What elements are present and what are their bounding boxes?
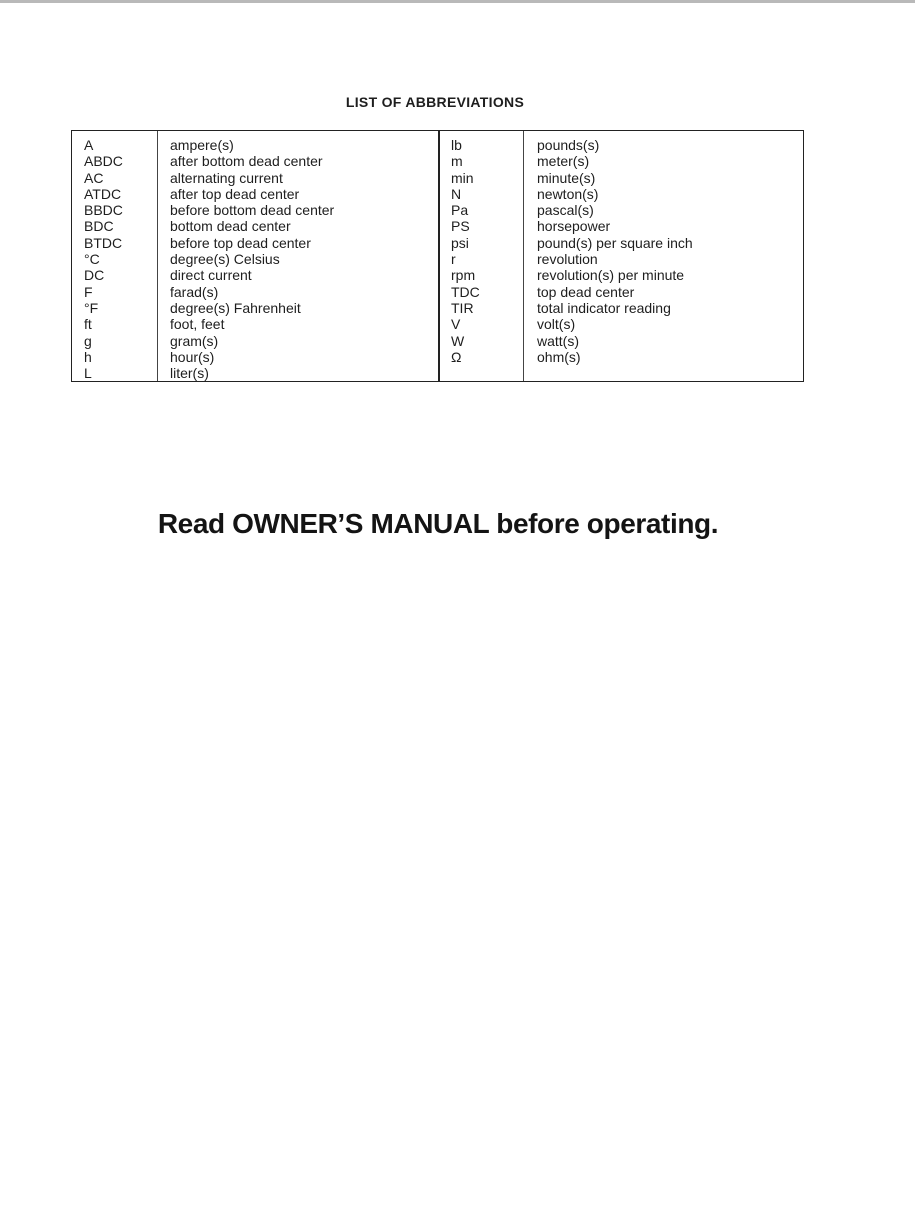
meaning-cell: revolution: [537, 251, 598, 268]
meaning-cell: pounds(s): [537, 137, 600, 153]
abbreviation-cell: h: [84, 348, 92, 365]
abbreviation-cell: ft: [84, 316, 92, 333]
abbreviation-cell: r: [451, 251, 456, 268]
abbreviation-cell: L: [84, 365, 92, 382]
meaning-cell: before top dead center: [170, 234, 311, 251]
meaning-cell: alternating current: [170, 169, 283, 186]
meaning-cell: pound(s) per square inch: [537, 234, 693, 251]
meaning-cell: minute(s): [537, 169, 596, 186]
meaning-cell: after bottom dead center: [170, 153, 323, 170]
meaning-cell: ohm(s): [537, 348, 581, 365]
top-border-line: [0, 0, 915, 3]
meaning-cell: revolution(s) per minute: [537, 267, 685, 284]
abbreviation-cell: psi: [451, 234, 469, 251]
meaning-cell: watt(s): [537, 332, 579, 349]
abbreviation-cell: W: [451, 332, 465, 349]
meaning-cell: foot, feet: [170, 316, 225, 333]
abbreviation-cell: A: [84, 137, 94, 153]
page-title: LIST OF ABBREVIATIONS: [345, 94, 525, 110]
left-meaning-column: [170, 137, 334, 381]
abbreviation-cell: ABDC: [84, 153, 123, 170]
abbreviation-cell: °C: [84, 251, 100, 268]
meaning-cell: newton(s): [537, 185, 599, 202]
abbreviation-cell: PS: [451, 218, 470, 235]
owners-manual-warning: Read OWNER’S MANUAL before operating.: [157, 508, 719, 539]
meaning-cell: degree(s) Celsius: [170, 251, 280, 268]
meaning-cell: volt(s): [537, 316, 576, 333]
abbreviation-cell: N: [451, 185, 462, 202]
meaning-cell: ampere(s): [170, 137, 234, 153]
meaning-cell: pascal(s): [537, 202, 594, 219]
abbreviation-cell: ATDC: [84, 185, 122, 202]
abbreviation-cell: TDC: [451, 283, 480, 300]
meaning-cell: gram(s): [170, 332, 219, 349]
column-divider: [523, 131, 524, 381]
column-divider: [157, 131, 158, 381]
meaning-cell: after top dead center: [170, 185, 300, 202]
abbreviation-cell: BTDC: [84, 234, 123, 251]
meaning-cell: before bottom dead center: [170, 202, 335, 219]
abbreviation-cell: min: [451, 169, 474, 186]
abbreviations-table: [71, 130, 804, 382]
right-abbreviation-column: [451, 137, 480, 365]
right-meaning-column: [537, 137, 693, 365]
table-center-divider: [438, 131, 440, 381]
meaning-cell: direct current: [170, 267, 252, 284]
abbreviation-cell: rpm: [451, 267, 476, 284]
abbreviation-cell: Ω: [451, 348, 462, 365]
meaning-cell: meter(s): [537, 153, 590, 170]
meaning-cell: farad(s): [170, 283, 219, 300]
abbreviation-cell: BDC: [84, 218, 114, 235]
meaning-cell: horsepower: [537, 218, 611, 235]
meaning-cell: bottom dead center: [170, 218, 291, 235]
meaning-cell: degree(s) Fahrenheit: [170, 299, 301, 316]
abbreviation-cell: lb: [451, 137, 462, 153]
meaning-cell: top dead center: [537, 283, 635, 300]
abbreviation-cell: TIR: [451, 299, 474, 316]
abbreviation-cell: F: [84, 283, 93, 300]
meaning-cell: hour(s): [170, 348, 215, 365]
abbreviation-cell: °F: [84, 299, 99, 316]
left-abbreviation-column: [84, 137, 123, 381]
meaning-cell: liter(s): [170, 365, 209, 382]
abbreviation-cell: V: [451, 316, 461, 333]
abbreviation-cell: DC: [84, 267, 105, 284]
abbreviation-cell: BBDC: [84, 202, 123, 219]
abbreviation-cell: m: [451, 153, 463, 170]
abbreviation-cell: AC: [84, 169, 104, 186]
abbreviation-cell: Pa: [451, 202, 469, 219]
meaning-cell: total indicator reading: [537, 299, 671, 316]
abbreviation-cell: g: [84, 332, 92, 349]
